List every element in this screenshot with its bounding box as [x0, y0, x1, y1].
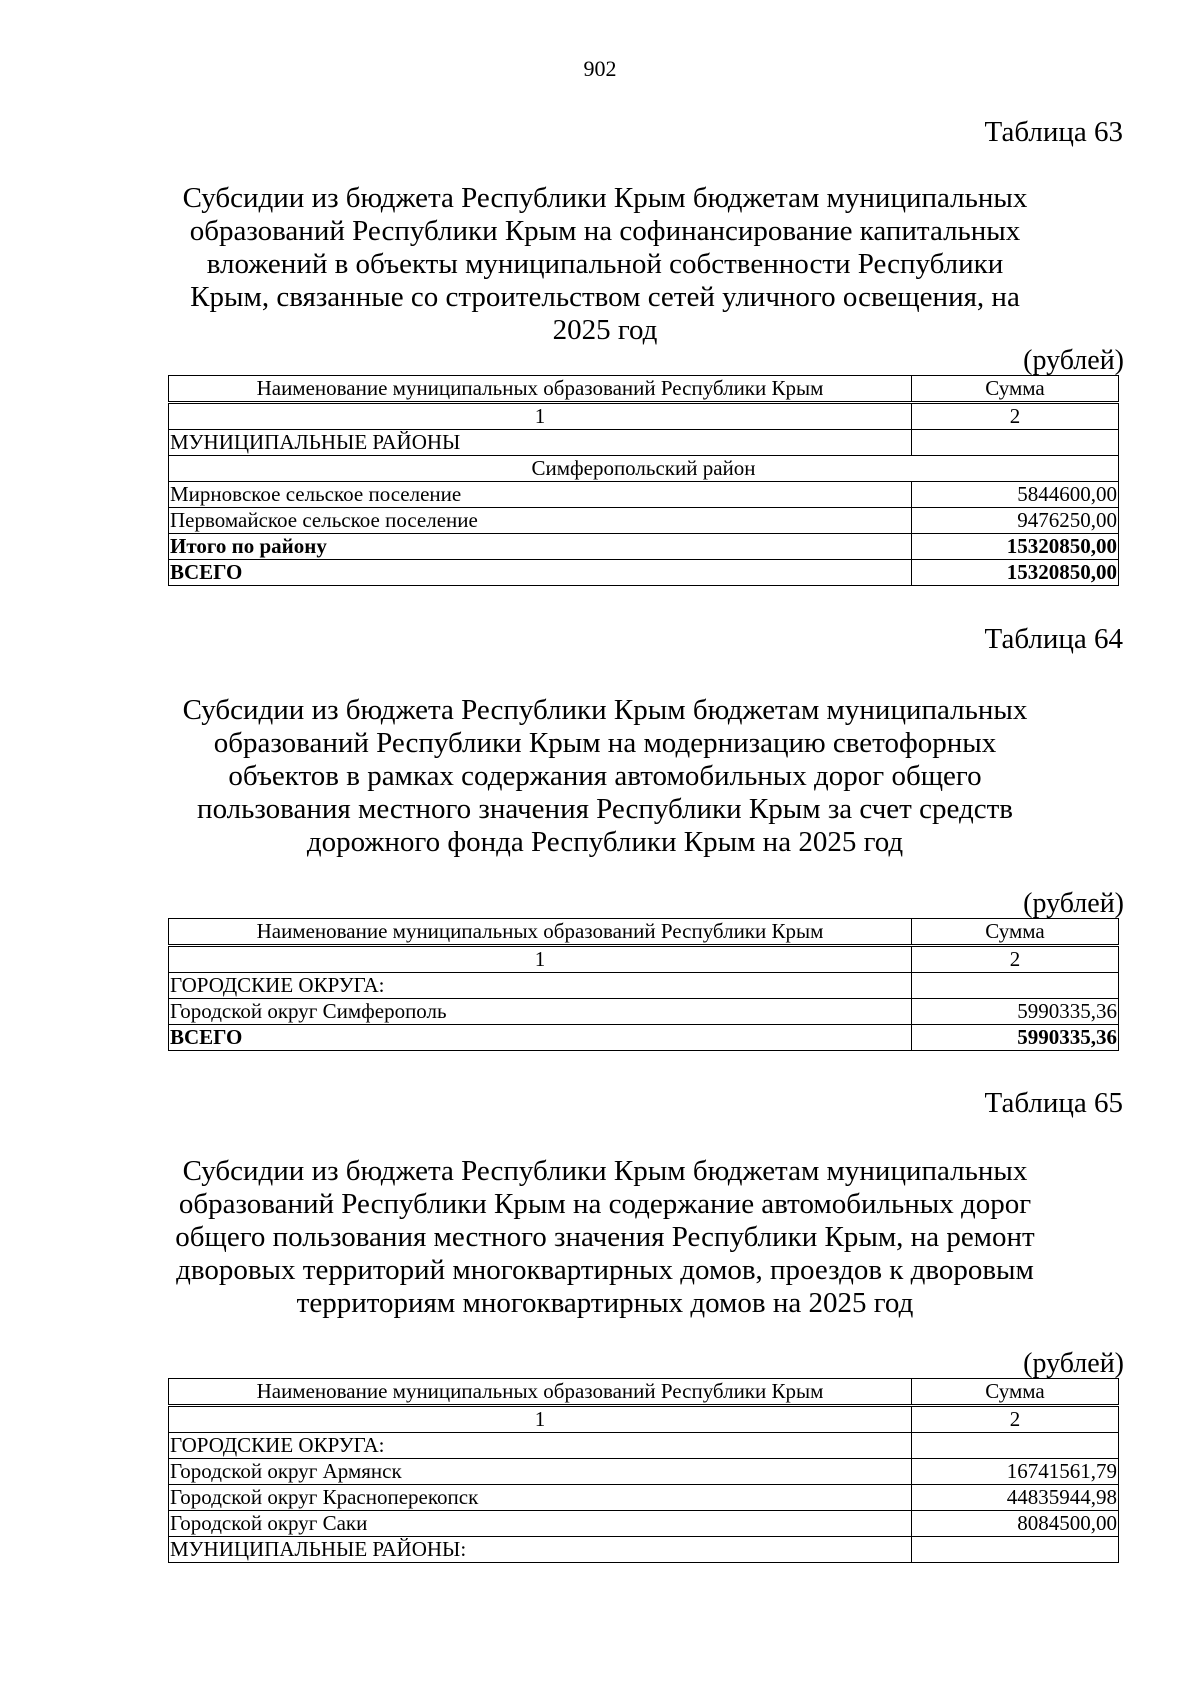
table-64-label: Таблица 64: [984, 623, 1123, 655]
section-row: ГОРОДСКИЕ ОКРУГА:: [169, 973, 912, 999]
header-num-2: 2: [912, 1406, 1119, 1433]
section-empty-cell: [912, 973, 1119, 999]
table-63: [168, 375, 1119, 586]
table-row: [169, 1511, 1119, 1537]
row-amount: 16741561,79: [912, 1459, 1119, 1485]
row-amount: 9476250,00: [912, 508, 1119, 534]
table-65: [168, 1378, 1119, 1563]
table-row: [169, 999, 1119, 1025]
table-row: [169, 1485, 1119, 1511]
header-sum: Сумма: [912, 1379, 1119, 1406]
table-64: [168, 918, 1119, 1051]
table-65-title: Субсидии из бюджета Республики Крым бюджетам муниципальных образований Республики Крым на содержание автомобильных дорог общего пользования местного значения Республики Крым, на ремонт дворовых территорий многоквартирных домов, проездов к дворовым территориям многоквартирных домов на 2025 год: [175, 1155, 1035, 1319]
row-amount: 8084500,00: [912, 1511, 1119, 1537]
row-amount: 44835944,98: [912, 1485, 1119, 1511]
header-num-1: 1: [169, 946, 912, 973]
row-name: Первомайское сельское поселение: [169, 508, 912, 534]
header-num-1: 1: [169, 403, 912, 430]
row-name: Городской округ Саки: [169, 1511, 912, 1537]
table-63-title: Субсидии из бюджета Республики Крым бюджетам муниципальных образований Республики Крым на софинансирование капитальных вложений в объекты муниципальной собственности Республики Крым, связанные со строительством сетей уличного освещения, на 2025 год: [182, 182, 1028, 346]
header-sum: Сумма: [912, 919, 1119, 946]
row-name: Мирновское сельское поселение: [169, 482, 912, 508]
header-num-2: 2: [912, 403, 1119, 430]
row-name: Городской округ Красноперекопск: [169, 1485, 912, 1511]
section-row: МУНИЦИПАЛЬНЫЕ РАЙОНЫ:: [169, 1537, 912, 1563]
total-amount: 15320850,00: [912, 560, 1119, 586]
row-name: Городской округ Армянск: [169, 1459, 912, 1485]
table-63-units: (рублей): [1023, 345, 1124, 376]
row-amount: 5990335,36: [912, 999, 1119, 1025]
section-row: ГОРОДСКИЕ ОКРУГА:: [169, 1433, 912, 1459]
total-name: ВСЕГО: [169, 1025, 912, 1051]
table-65-units: (рублей): [1023, 1348, 1124, 1379]
total-amount: 5990335,36: [912, 1025, 1119, 1051]
district-row: Симферопольский район: [169, 456, 1119, 482]
page-number: 902: [583, 56, 617, 81]
header-num-1: 1: [169, 1406, 912, 1433]
header-name: Наименование муниципальных образований Республики Крым: [169, 376, 912, 403]
table-63-label: Таблица 63: [984, 116, 1123, 148]
row-name: Городской округ Симферополь: [169, 999, 912, 1025]
subtotal-name: Итого по району: [169, 534, 912, 560]
subtotal-amount: 15320850,00: [912, 534, 1119, 560]
table-65-label: Таблица 65: [984, 1087, 1123, 1119]
header-name: Наименование муниципальных образований Республики Крым: [169, 1379, 912, 1406]
total-row: [169, 1025, 1119, 1051]
header-sum: Сумма: [912, 376, 1119, 403]
total-row: [169, 560, 1119, 586]
section-row: МУНИЦИПАЛЬНЫЕ РАЙОНЫ: [169, 430, 912, 456]
section-empty-cell: [912, 1433, 1119, 1459]
table-row: [169, 1459, 1119, 1485]
section-empty-cell: [912, 1537, 1119, 1563]
row-amount: 5844600,00: [912, 482, 1119, 508]
total-name: ВСЕГО: [169, 560, 912, 586]
table-64-units: (рублей): [1023, 888, 1124, 919]
header-num-2: 2: [912, 946, 1119, 973]
header-name: Наименование муниципальных образований Республики Крым: [169, 919, 912, 946]
table-row: [169, 482, 1119, 508]
subtotal-row: [169, 534, 1119, 560]
section-empty-cell: [912, 430, 1119, 456]
table-64-title: Субсидии из бюджета Республики Крым бюджетам муниципальных образований Республики Крым на модернизацию светофорных объектов в рамках содержания автомобильных дорог общего пользования местного значения Республики Крым за счет средств дорожного фонда Республики Крым на 2025 год: [182, 694, 1028, 858]
table-row: [169, 508, 1119, 534]
